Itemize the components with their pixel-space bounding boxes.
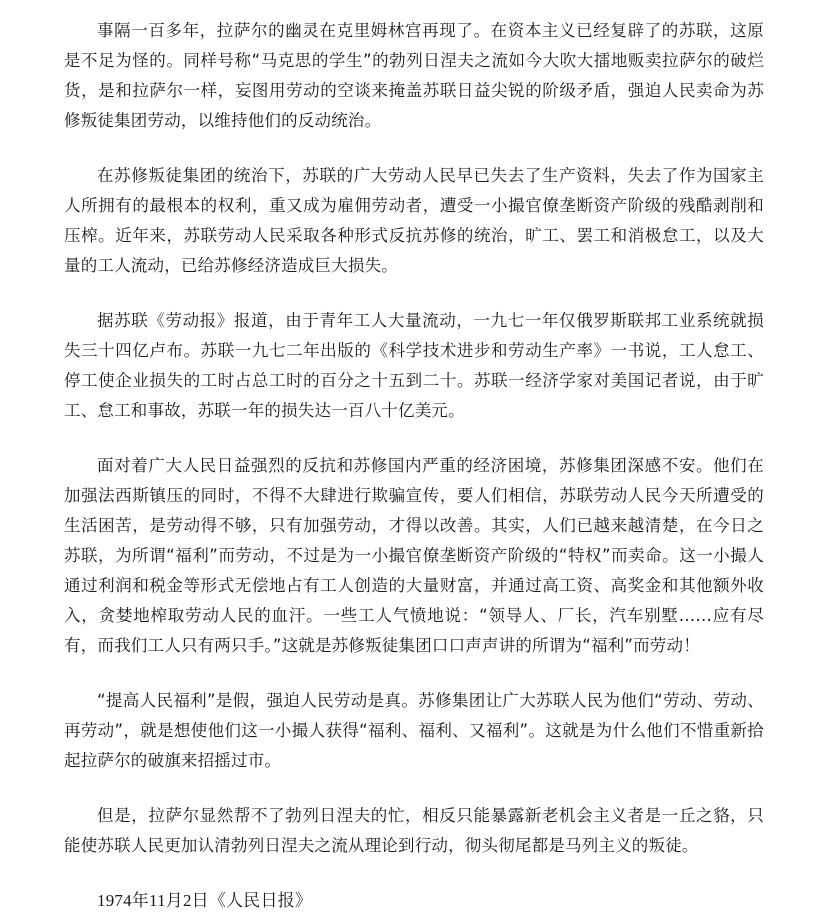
paragraph-1: 事隔一百多年，拉萨尔的幽灵在克里姆林宫再现了。在资本主义已经复辟了的苏联，这原是不足为怪的。同样号称“马克思的学生”的勃列日涅夫之流如今大吹大擂地贩卖拉萨尔的破烂货，是和拉萨尔一样，妄图用劳动的空谈来掩盖苏联日益尖锐的阶级矛盾，强迫人民卖命为苏修叛徒集团劳动，以维持他们的反动统治。	[64, 21, 764, 130]
paragraph-6: 但是，拉萨尔显然帮不了勃列日涅夫的忙，相反只能暴露新老机会主义者是一丘之貉，只能使苏联人民更加认清勃列日涅夫之流从理论到行动，彻头彻尾都是马列主义的叛徒。	[64, 806, 764, 855]
paragraph-5: “提高人民福利”是假，强迫人民劳动是真。苏修集团让广大苏联人民为他们“劳动、劳动、再劳动”，就是想使他们这一小撮人获得“福利、福利、又福利”。这就是为什么他们不惜重新拾起拉萨尔的破旗来招摇过市。	[64, 691, 764, 770]
paragraph-2: 在苏修叛徒集团的统治下，苏联的广大劳动人民早已失去了生产资料，失去了作为国家主人所拥有的最根本的权利，重又成为雇佣劳动者，遭受一小撮官僚垄断资产阶级的残酷剥削和压榨。近年来，苏联劳动人民采取各种形式反抗苏修的统治，旷工、罢工和消极怠工，以及大量的工人流动，已给苏修经济造成巨大损失。	[64, 166, 764, 275]
paragraph-4: 面对着广大人民日益强烈的反抗和苏修国内严重的经济困境，苏修集团深感不安。他们在加强法西斯镇压的同时，不得不大肆进行欺骗宣传，要人们相信，苏联劳动人民今天所遭受的生活困苦，是劳动得不够，只有加强劳动，才得以改善。其实，人们已越来越清楚，在今日之苏联，为所谓“福利”而劳动，不过是为一小撮官僚垄断资产阶级的“特权”而卖命。这一小撮人通过利润和税金等形式无偿地占有工人创造的大量财富，并通过高工资、高奖金和其他额外收入，贪婪地榨取劳动人民的血汗。一些工人气愤地说：“领导人、厂长，汽车别墅……应有尽有，而我们工人只有两只手。”这就是苏修叛徒集团口口声声讲的所谓为“福利”而劳动！	[64, 456, 764, 655]
article-body	[64, 16, 764, 916]
paragraph-3: 据苏联《劳动报》报道，由于青年工人大量流动，一九七一年仅俄罗斯联邦工业系统就损失三十四亿卢布。苏联一九七二年出版的《科学技术进步和劳动生产率》一书说，工人怠工、停工使企业损失的工时占总工时的百分之十五到二十。苏联一经济学家对美国记者说，由于旷工、怠工和事故，苏联一年的损失达一百八十亿美元。	[64, 311, 764, 420]
dateline: 1974年11月2日《人民日报》	[97, 891, 313, 910]
